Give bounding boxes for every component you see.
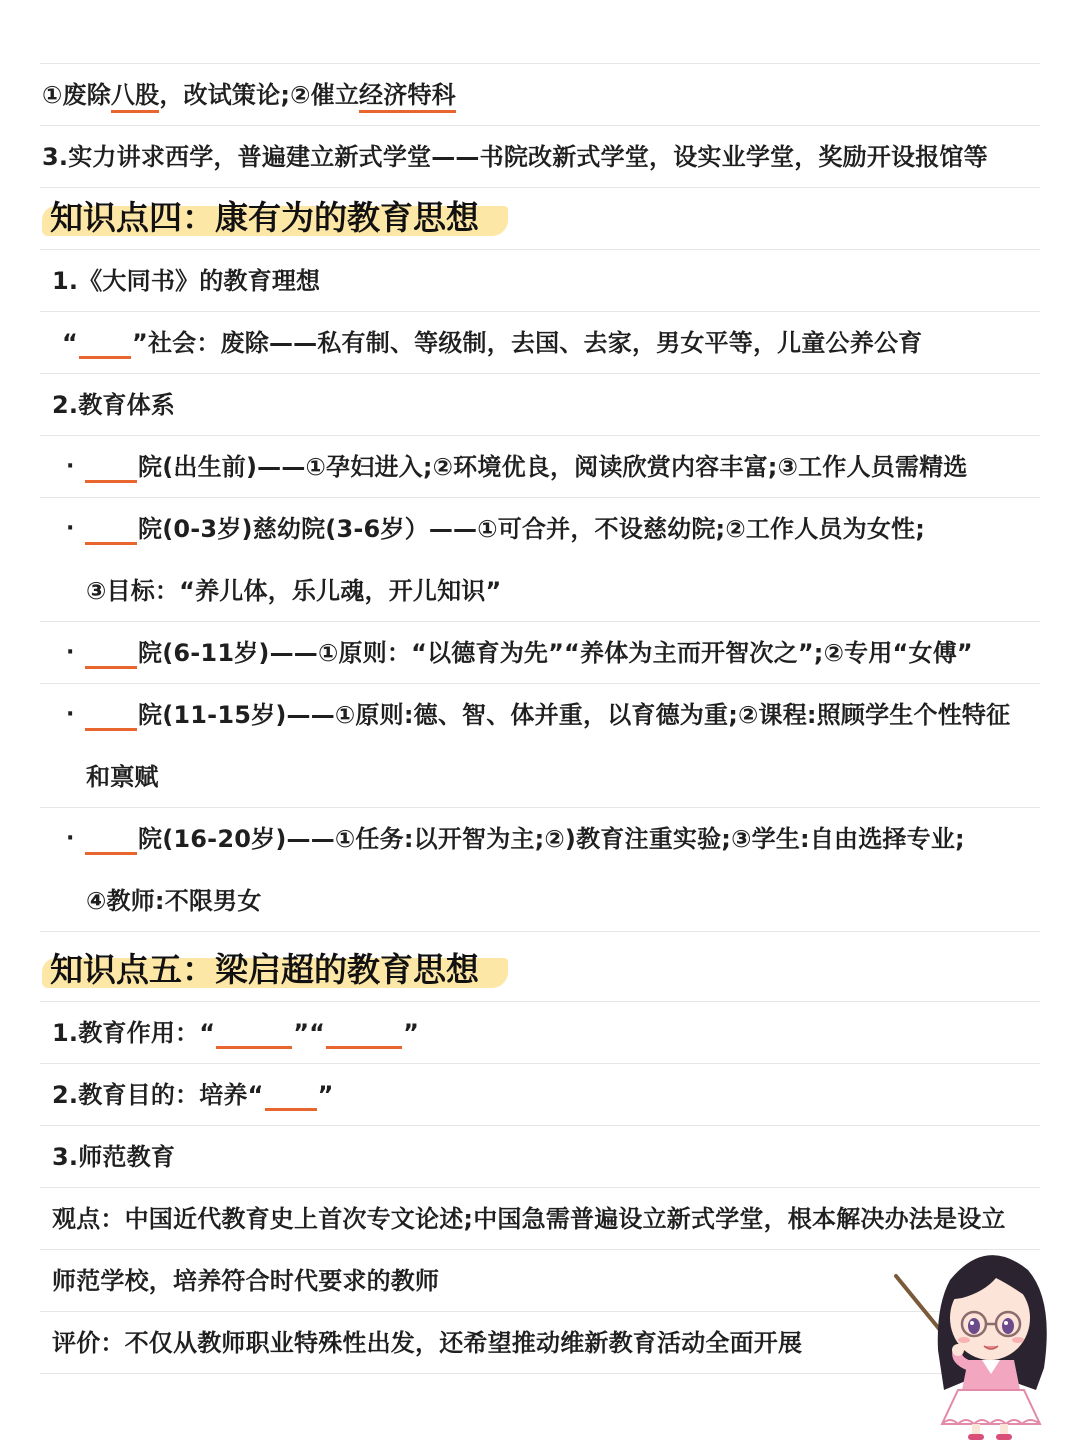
line-text [84, 498, 925, 560]
cartoon-girl-teacher-icon [888, 1240, 1078, 1440]
text-segment: 院(16-20岁)——①任务:以开智为主;②)教育注重实验;③学生:自由选择专业; [138, 825, 965, 853]
underlined-term: 经济特科 [359, 81, 456, 113]
bullet: · [66, 702, 75, 727]
note-line [40, 808, 1040, 870]
section-heading [40, 940, 1040, 1002]
underlined-term: 八股 [111, 81, 159, 113]
section-heading [40, 188, 1040, 250]
note-line [40, 622, 1040, 684]
line-text [62, 312, 922, 374]
line-text: 观点：中国近代教育史上首次专文论述;中国急需普遍设立新式学堂，根本解决办法是设立 [52, 1205, 1006, 1233]
note-line [40, 1126, 1040, 1188]
line-text: ③目标：“养儿体，乐儿魂，开儿知识” [86, 577, 502, 605]
note-line [40, 498, 1040, 560]
line-text [52, 1002, 419, 1064]
fill-blank [85, 702, 137, 731]
fill-blank [85, 640, 137, 669]
line-text: 1.《大同书》的教育理想 [52, 267, 321, 295]
note-line [40, 374, 1040, 436]
fill-blank [85, 826, 137, 855]
line-text [84, 622, 973, 684]
fill-blank [85, 516, 137, 545]
text-segment: “ [62, 329, 78, 357]
fill-blank [85, 454, 137, 483]
line-text [84, 684, 1010, 746]
note-line [40, 870, 1040, 932]
line-text: 3.实力讲求西学，普遍建立新式学堂——书院改新式学堂，设实业学堂，奖励开设报馆等 [42, 143, 988, 171]
line-text [84, 436, 968, 498]
fill-blank [326, 1020, 402, 1049]
note-line [40, 64, 1040, 126]
line-text [84, 808, 965, 870]
bullet: · [66, 826, 75, 851]
text-segment: ①废除 [42, 81, 111, 109]
bullet: · [66, 454, 75, 479]
note-line [40, 684, 1040, 746]
note-line [40, 312, 1040, 374]
note-line [40, 126, 1040, 188]
line-text: 评价：不仅从教师职业特殊性出发，还希望推动维新教育活动全面开展 [52, 1329, 803, 1357]
bullet: · [66, 516, 75, 541]
text-segment: 院(11-15岁)——①原则:德、智、体并重，以育德为重;②课程:照顾学生个性特征 [138, 701, 1011, 729]
text-segment: 院(出生前)——①孕妇进入;②环境优良，阅读欣赏内容丰富;③工作人员需精选 [138, 453, 968, 481]
text-segment: 2.教育目的：培养“ [52, 1081, 264, 1109]
line-text: 2.教育体系 [52, 391, 176, 419]
note-line [40, 250, 1040, 312]
text-segment: 1.教育作用：“ [52, 1019, 216, 1047]
heading-text: 知识点四：康有为的教育思想 [50, 198, 479, 237]
line-text: ④教师:不限男女 [86, 887, 262, 915]
line-text: 3.师范教育 [52, 1143, 176, 1171]
line-text: 和禀赋 [86, 763, 159, 791]
note-line [40, 1064, 1040, 1126]
heading-text: 知识点五：梁启超的教育思想 [50, 950, 479, 989]
text-segment: ” [317, 1081, 334, 1109]
fill-blank [216, 1020, 292, 1049]
note-line [40, 560, 1040, 622]
note-line [40, 746, 1040, 808]
fill-blank [265, 1082, 317, 1111]
text-segment: 院(6-11岁)——①原则：“以德育为先”“养体为主而开智次之”;②专用“女傅” [138, 639, 973, 667]
text-segment: ”“ [293, 1019, 326, 1047]
bullet: · [66, 640, 75, 665]
line-text: 师范学校，培养符合时代要求的教师 [52, 1267, 440, 1295]
note-line [40, 436, 1040, 498]
fill-blank [79, 330, 131, 359]
text-segment: 院(0-3岁)慈幼院(3-6岁）——①可合并，不设慈幼院;②工作人员为女性; [138, 515, 926, 543]
line-text [42, 64, 456, 126]
text-segment: ” [403, 1019, 420, 1047]
line-text [52, 1064, 334, 1126]
note-line [40, 1002, 1040, 1064]
text-segment: ”社会：废除——私有制、等级制，去国、去家，男女平等，儿童公养公育 [131, 329, 923, 357]
text-segment: ，改试策论;②催立 [159, 81, 360, 109]
